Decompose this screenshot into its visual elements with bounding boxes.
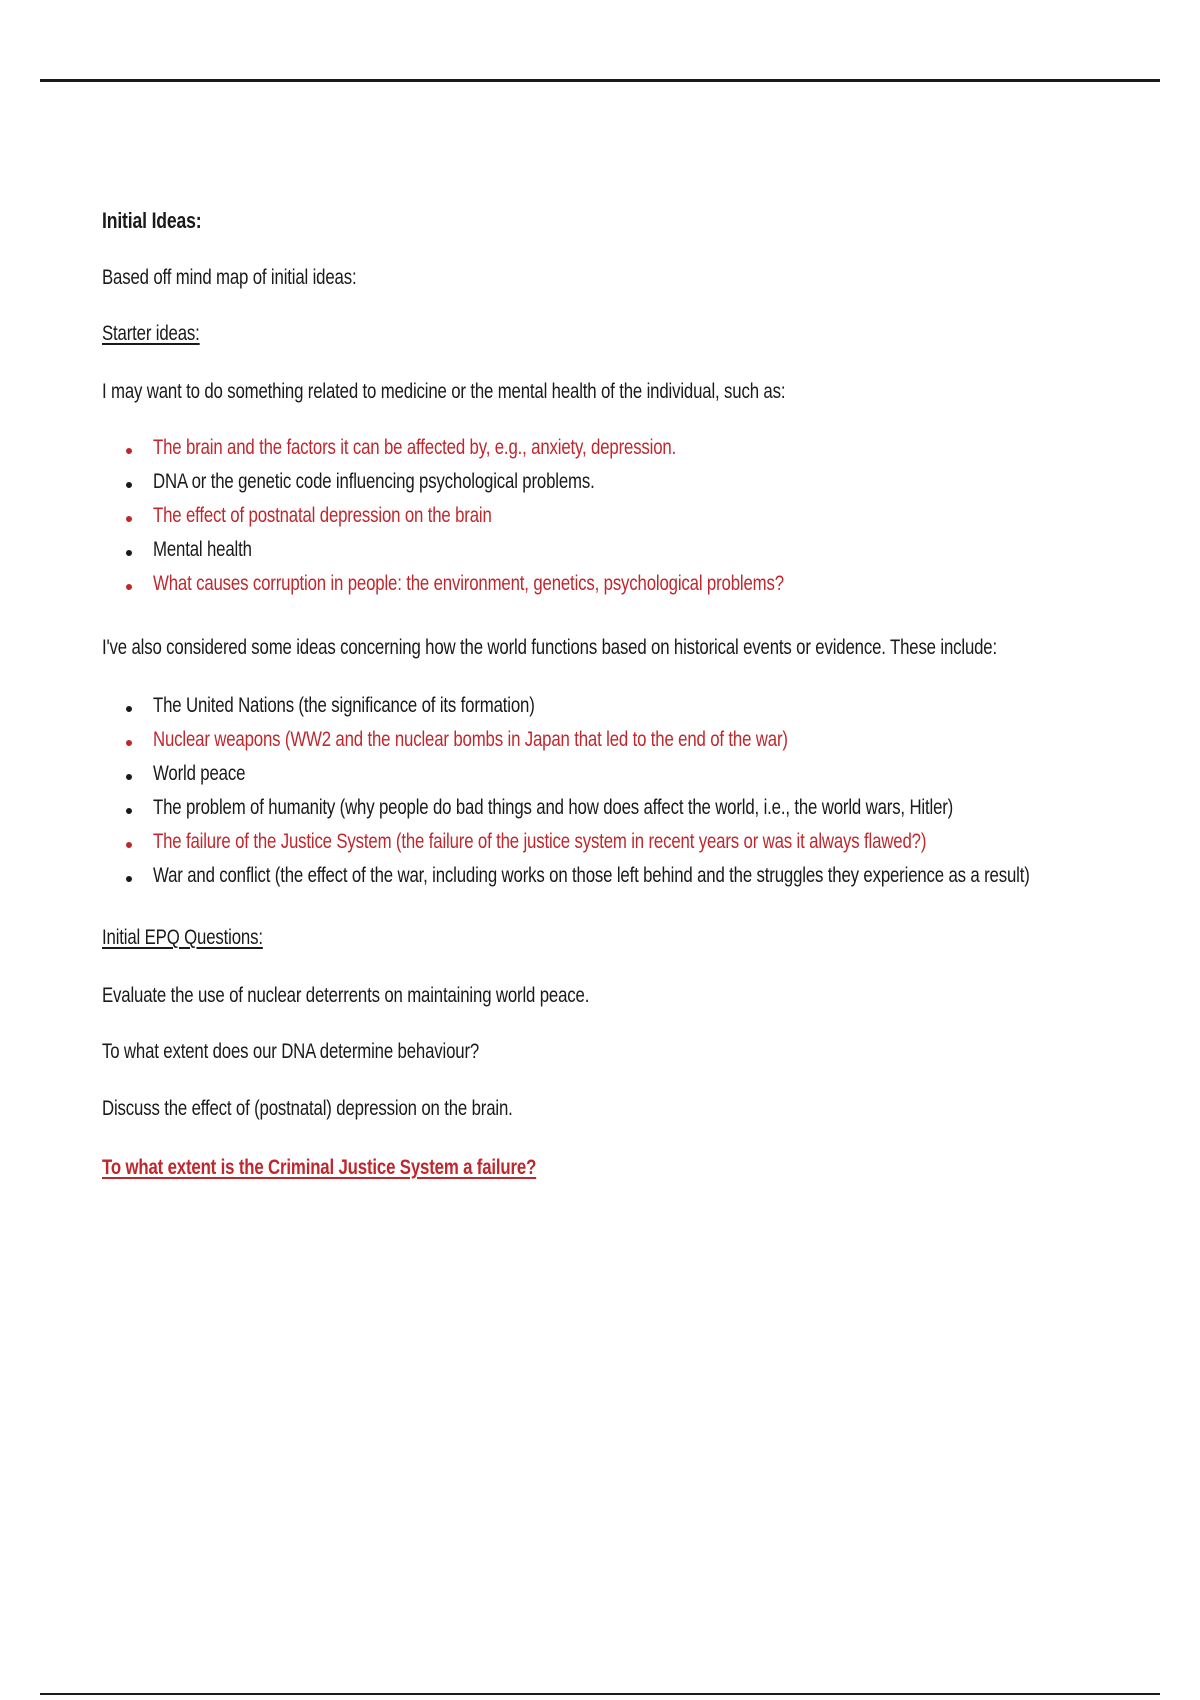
list-item-text: Mental health: [153, 538, 252, 561]
list-item-text: What causes corruption in people: the environment, genetics, psychological problems?: [153, 572, 784, 595]
list-item-text: The United Nations (the significance of its formation): [153, 694, 535, 717]
starter-ideas-heading: Starter ideas:: [102, 322, 200, 345]
list-item-text: DNA or the genetic code influencing psychological problems.: [153, 470, 595, 493]
list-item-text: The brain and the factors it can be affected by, e.g., anxiety, depression.: [153, 436, 677, 459]
bullet-icon: [126, 740, 132, 746]
header-rule: [40, 79, 1160, 82]
bullet-icon: [126, 448, 132, 454]
intro-paragraph: Based off mind map of initial ideas:: [102, 266, 357, 289]
starter-lead-paragraph: I may want to do something related to medicine or the mental health of the individual, such as:: [102, 380, 786, 403]
bullet-icon: [126, 774, 132, 780]
bullet-icon: [126, 550, 132, 556]
list-item-text: World peace: [153, 762, 246, 785]
list-item-text: The effect of postnatal depression on the brain: [153, 504, 492, 527]
bullet-icon: [126, 706, 132, 712]
list-item-text: The problem of humanity (why people do bad things and how does affect the world, i.e., the world wars, Hitler): [153, 796, 954, 819]
question-3: Discuss the effect of (postnatal) depression on the brain.: [102, 1097, 513, 1120]
section-heading: Initial Ideas:: [102, 208, 202, 233]
bullet-icon: [126, 516, 132, 522]
bullet-icon: [126, 584, 132, 590]
question-2: To what extent does our DNA determine behaviour?: [102, 1040, 480, 1063]
footer-rule: [40, 1693, 1160, 1695]
list-item-text: The failure of the Justice System (the failure of the justice system in recent years or was it always flawed?): [153, 830, 927, 853]
bullet-icon: [126, 482, 132, 488]
question-1: Evaluate the use of nuclear deterrents on maintaining world peace.: [102, 984, 590, 1007]
list-item-text: Nuclear weapons (WW2 and the nuclear bombs in Japan that led to the end of the war): [153, 728, 788, 751]
bullet-icon: [126, 876, 132, 882]
bullet-icon: [126, 808, 132, 814]
epq-questions-heading: Initial EPQ Questions:: [102, 926, 263, 949]
final-question: To what extent is the Criminal Justice System a failure?: [102, 1156, 537, 1179]
list-item-text: War and conflict (the effect of the war, including works on those left behind and the struggles they experience as a result): [153, 864, 1030, 887]
bullet-icon: [126, 842, 132, 848]
world-lead-paragraph: I've also considered some ideas concerning how the world functions based on historical events or evidence. These include:: [102, 636, 998, 659]
